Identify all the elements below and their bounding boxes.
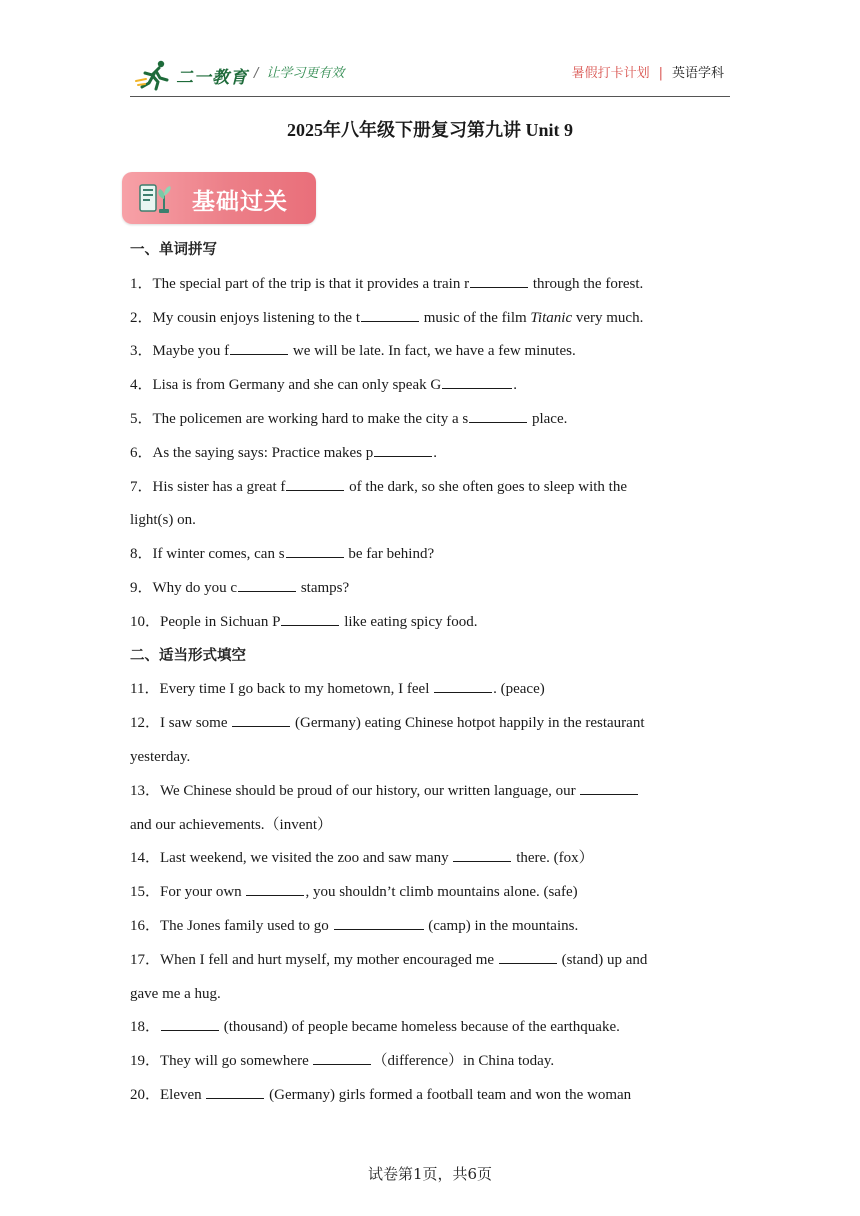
- question-text: , you shouldn’t climb mountains alone. (safe): [305, 884, 578, 901]
- answer-blank[interactable]: [434, 679, 492, 693]
- answer-blank[interactable]: [580, 781, 638, 795]
- question-text: We Chinese should be proud of our history, our written language, our: [160, 782, 580, 799]
- question-text: (camp) in the mountains.: [424, 917, 579, 934]
- question-text: Why do you c: [152, 579, 238, 596]
- question-text: Last weekend, we visited the zoo and saw many: [160, 850, 453, 867]
- question-number: 7．: [130, 478, 153, 495]
- question-number: 17．: [130, 951, 161, 968]
- logo-text: 二一教育: [176, 67, 248, 88]
- question-text: Maybe you f: [152, 343, 230, 360]
- slogan-slash: /: [254, 66, 259, 81]
- brand-logo: [134, 58, 248, 92]
- question-11: [130, 673, 732, 707]
- question-text: .: [433, 444, 438, 461]
- question-12: [130, 707, 732, 741]
- question-8: [130, 538, 732, 572]
- header-right: [572, 62, 724, 81]
- question-number: 16．: [130, 917, 161, 934]
- question-text: . (peace): [493, 681, 545, 698]
- answer-blank[interactable]: [313, 1051, 371, 1065]
- running-man-icon: [134, 59, 174, 91]
- page-header: [130, 54, 730, 98]
- question-text: The special part of the trip is that it provides a train r: [152, 275, 470, 292]
- question-18: [130, 1011, 732, 1045]
- question-text: As the saying says: Practice makes p: [152, 444, 374, 461]
- section-banner: [122, 172, 316, 224]
- question-14: [130, 842, 732, 876]
- answer-blank[interactable]: [470, 274, 528, 288]
- question-text: （difference）in China today.: [372, 1053, 555, 1070]
- question-10: [130, 606, 732, 640]
- answer-blank[interactable]: [453, 848, 511, 862]
- answer-blank[interactable]: [334, 916, 424, 930]
- question-19: [130, 1045, 732, 1079]
- question-13-continued: and our achievements.（invent）: [130, 816, 333, 833]
- question-number: 9．: [130, 579, 153, 596]
- question-number: 8．: [130, 546, 153, 563]
- question-text: of the dark, so she often goes to sleep with the: [345, 478, 628, 495]
- question-text: His sister has a great f: [152, 478, 286, 495]
- question-text: They will go somewhere: [160, 1053, 313, 1070]
- question-text: The policemen are working hard to make the city a s: [152, 410, 469, 427]
- section-heading-spelling: 一、单词拼写: [130, 242, 217, 258]
- answer-blank[interactable]: [374, 443, 432, 457]
- slogan-text: 让学习更有效: [266, 66, 345, 81]
- answer-blank[interactable]: [469, 409, 527, 423]
- question-20: [130, 1079, 732, 1113]
- question-text: For your own: [160, 884, 246, 901]
- question-1: [130, 268, 732, 302]
- question-number: 14．: [130, 850, 161, 867]
- question-5: [130, 403, 732, 437]
- answer-blank[interactable]: [499, 950, 557, 964]
- question-number: 10．: [130, 613, 161, 630]
- question-text: stamps?: [297, 579, 350, 596]
- answer-blank[interactable]: [232, 713, 290, 727]
- question-text: we will be late. In fact, we have a few minutes.: [289, 343, 576, 360]
- question-17-continued: gave me a hug.: [130, 985, 221, 1002]
- answer-blank[interactable]: [361, 308, 419, 322]
- subject-label: 英语学科: [671, 66, 724, 81]
- question-text: very much.: [572, 309, 644, 326]
- question-number: 4．: [130, 377, 153, 394]
- header-divider: [130, 96, 730, 97]
- question-9: [130, 572, 732, 606]
- question-text: Eleven: [160, 1086, 206, 1103]
- question-7: [130, 471, 732, 505]
- slogan: [254, 62, 344, 81]
- question-text: People in Sichuan P: [160, 613, 281, 630]
- question-text: there. (fox）: [512, 850, 594, 867]
- question-16: [130, 910, 732, 944]
- question-number: 6．: [130, 444, 153, 461]
- question-6: [130, 437, 732, 471]
- answer-blank[interactable]: [286, 477, 344, 491]
- answer-blank[interactable]: [206, 1085, 264, 1099]
- section-heading-word-forms: 二、适当形式填空: [130, 647, 246, 664]
- question-number: 12．: [130, 715, 161, 732]
- answer-blank[interactable]: [238, 578, 296, 592]
- question-number: 11．: [130, 681, 160, 698]
- header-separator: |: [658, 66, 663, 81]
- question-number: 5．: [130, 410, 153, 427]
- question-number: 1．: [130, 275, 153, 292]
- book-plant-icon: [138, 181, 178, 215]
- question-text: .: [513, 377, 517, 394]
- question-text: My cousin enjoys listening to the t: [152, 309, 361, 326]
- question-text: music of the film: [420, 309, 531, 326]
- question-7-continued: light(s) on.: [130, 512, 196, 529]
- question-text: Every time I go back to my hometown, I feel: [159, 681, 434, 698]
- question-number: 20．: [130, 1086, 161, 1103]
- question-number: 15．: [130, 884, 161, 901]
- answer-blank[interactable]: [286, 544, 344, 558]
- question-17: [130, 944, 732, 978]
- question-text: The Jones family used to go: [160, 917, 333, 934]
- question-text: I saw some: [160, 715, 232, 732]
- question-text: be far behind?: [344, 546, 435, 563]
- question-text: (Germany) girls formed a football team and won the woman: [265, 1086, 632, 1103]
- question-number: 19．: [130, 1053, 161, 1070]
- question-text: through the forest.: [529, 275, 644, 292]
- page-title: 2025年八年级下册复习第九讲 Unit 9: [286, 120, 573, 140]
- plan-label: 暑假打卡计划: [571, 66, 650, 81]
- question-text: If winter comes, can s: [152, 546, 285, 563]
- question-number: 13．: [130, 782, 161, 799]
- question-12-continued: yesterday.: [130, 748, 191, 765]
- question-2: [130, 302, 732, 336]
- answer-blank[interactable]: [281, 612, 339, 626]
- question-text: (thousand) of people became homeless because of the earthquake.: [220, 1019, 620, 1036]
- question-number: 3．: [130, 343, 153, 360]
- question-text: place.: [528, 410, 568, 427]
- exercise-list: [130, 234, 732, 1113]
- question-4: [130, 369, 732, 403]
- question-number: 18．: [130, 1019, 161, 1036]
- question-text: When I fell and hurt myself, my mother encouraged me: [160, 951, 498, 968]
- answer-blank[interactable]: [161, 1017, 219, 1031]
- page-footer: 试卷第1页，共6页: [367, 1165, 493, 1183]
- question-3: [130, 335, 732, 369]
- question-text: (stand) up and: [557, 951, 648, 968]
- answer-blank[interactable]: [442, 375, 512, 389]
- question-text: Lisa is from Germany and she can only speak G: [152, 377, 442, 394]
- banner-label: 基础过关: [192, 189, 288, 215]
- answer-blank[interactable]: [246, 882, 304, 896]
- film-title: Titanic: [530, 309, 573, 326]
- question-number: 2．: [130, 309, 153, 326]
- question-text: like eating spicy food.: [340, 613, 478, 630]
- question-15: [130, 876, 732, 910]
- answer-blank[interactable]: [230, 341, 288, 355]
- question-text: (Germany) eating Chinese hotpot happily in the restaurant: [291, 715, 645, 732]
- question-13: [130, 775, 732, 809]
